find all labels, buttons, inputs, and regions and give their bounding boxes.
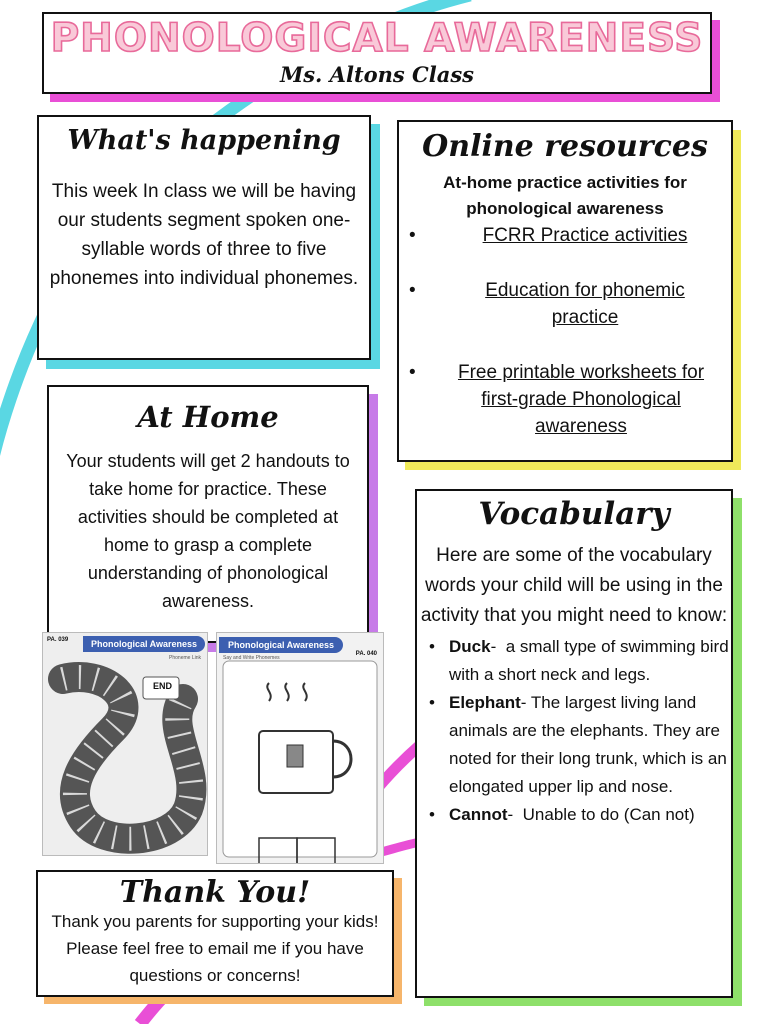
worksheet-subtitle: Say and Write Phonemes <box>223 655 280 661</box>
thank-you-text: Thank you parents for supporting your kids! Please feel free to email me if you have questions or concerns! <box>51 912 379 985</box>
vocabulary-list <box>419 633 729 829</box>
resource-item: • FCRR Practice activities <box>409 222 721 249</box>
thank-you-box <box>36 870 394 997</box>
vocab-item-duck: • Duck- a small type of swimming bird with a short neck and legs. <box>429 637 729 684</box>
fcrr-practice-link[interactable]: FCRR Practice activities <box>482 225 688 246</box>
whats-happening-text: This week In class we will be having our students segment spoken one-syllable words of three to five phonemes into individual phonemes. <box>49 181 359 289</box>
worksheet-code: PA. 039 <box>47 637 69 643</box>
whats-happening-box <box>37 115 371 360</box>
vocab-definition: a small type of swimming bird with a short neck and legs. <box>449 637 729 684</box>
vocab-term: Elephant <box>449 693 521 712</box>
vocab-sep: - <box>507 805 523 824</box>
at-home-heading: At Home <box>137 400 279 434</box>
worksheet-phonemes <box>216 632 384 864</box>
vocabulary-intro: Here are some of the vocabulary words your child will be using in the activity that you might need to know: <box>420 545 728 626</box>
header-box <box>42 12 712 94</box>
at-home-box <box>47 385 369 643</box>
phonemic-practice-link[interactable]: Education for phonemic practice <box>485 280 685 328</box>
class-name: Ms. Altons Class <box>279 62 474 87</box>
worksheet-banner <box>83 636 205 652</box>
board-game-path-icon <box>43 659 207 856</box>
resource-item: • Free printable worksheets for first-grade Phonological awareness <box>409 359 721 440</box>
thank-you-heading: Thank You! <box>119 875 311 910</box>
worksheet-board-game <box>42 632 208 856</box>
online-resources-intro: At-home practice activities for phonological awareness <box>443 173 687 218</box>
vocab-item-cannot: • Cannot- Unable to do (Can not) <box>429 805 695 824</box>
resource-item: • Education for phonemic practice <box>409 277 721 331</box>
worksheet-banner <box>219 637 343 653</box>
end-label: END <box>153 681 173 691</box>
vocab-sep: - <box>520 693 531 712</box>
online-resources-box <box>397 120 733 462</box>
resource-list <box>409 222 721 440</box>
at-home-text: Your students will get 2 handouts to take home for practice. These activities should be completed at home to grasp a complete understanding of phonological awareness. <box>66 451 350 611</box>
whats-happening-heading: What's happening <box>67 125 341 156</box>
vocab-definition: The largest living land animals are the elephants. They are noted for their long trunk, which is an elongated upper lip and nose. <box>449 693 727 796</box>
vocab-term: Duck <box>449 637 491 656</box>
vocab-item-elephant: • Elephant- The largest living land animals are the elephants. They are noted for their long trunk, which is an elongated upper lip and nose. <box>429 693 727 796</box>
vocabulary-box <box>415 489 733 998</box>
printable-worksheets-link[interactable]: Free printable worksheets for first-grade Phonological awareness <box>457 362 705 437</box>
online-resources-heading: Online resources <box>422 129 708 164</box>
page-title: PHONOLOGICAL AWARENESS <box>50 16 704 61</box>
vocab-definition: Unable to do (Can not) <box>522 805 695 824</box>
worksheet-code: PA. 040 <box>355 651 377 657</box>
worksheet-title: Phonological Awareness <box>90 639 198 649</box>
vocab-sep: - <box>490 637 506 656</box>
hot-tea-mug-icon <box>217 653 383 863</box>
vocabulary-heading: Vocabulary <box>478 496 670 532</box>
vocab-term: Cannot <box>449 805 508 824</box>
worksheet-title: Phonological Awareness <box>227 640 335 650</box>
worksheet-subtitle: Phoneme Link <box>169 655 201 661</box>
